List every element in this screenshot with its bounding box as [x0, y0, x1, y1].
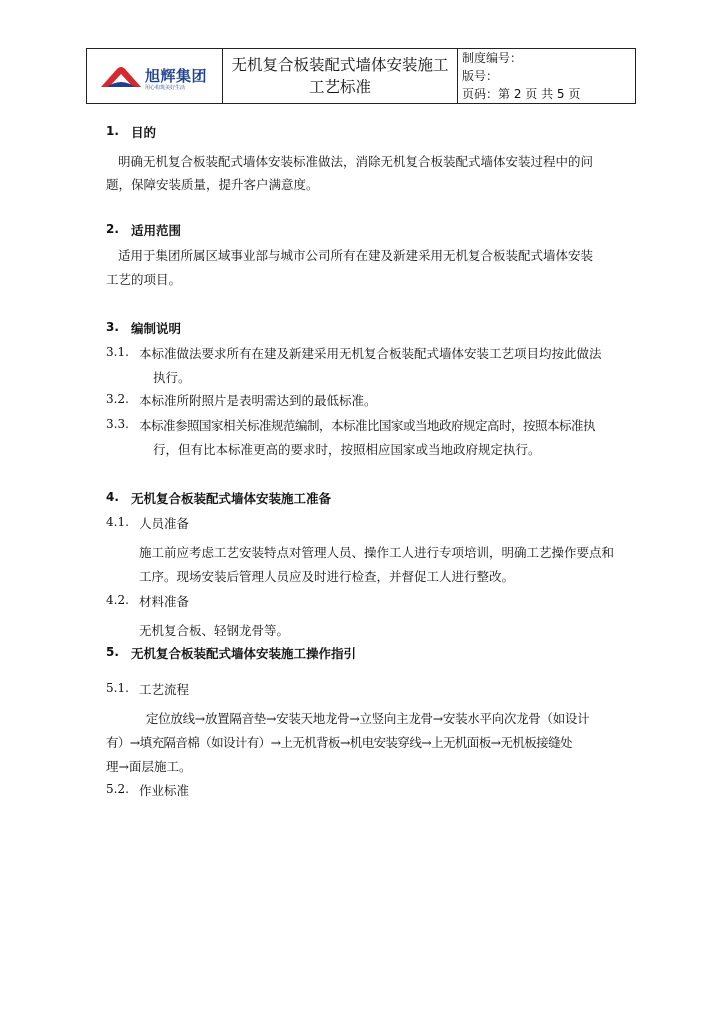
item-number: 3.1.: [106, 345, 129, 359]
document-info: [458, 49, 635, 103]
paragraph-line: 本标准做法要求所有在建及新建采用无机复合板装配式墙体安装工艺项目均按此做法: [139, 346, 602, 361]
section-title: 无机复合板装配式墙体安装施工操作指引: [131, 646, 357, 661]
item-number: 5.1.: [106, 681, 129, 695]
section-title: 适用范围: [131, 223, 182, 238]
paragraph-line: 执行。: [153, 370, 191, 385]
item-number: 4.2.: [106, 593, 129, 607]
item-number: 5.2.: [106, 782, 129, 796]
paragraph-line: 行，但有比本标准更高的要求时，按照相应国家或当地政府规定执行。: [153, 442, 541, 457]
paragraph-line: 本标准所附照片是表明需达到的最低标准。: [139, 393, 377, 408]
item-title: 作业标准: [139, 783, 190, 798]
paragraph-line: 题，保障安装质量，提升客户满意度。: [106, 177, 319, 192]
paragraph-line: 工艺的项目。: [106, 272, 182, 287]
paragraph-line: 施工前应考虑工艺安装特点对管理人员、操作工人进行专项培训，明确工艺操作要点和: [139, 545, 615, 560]
section-number: 3.: [106, 320, 119, 334]
item-title: 工艺流程: [139, 682, 190, 697]
section-number: 4.: [106, 490, 119, 504]
paragraph-line: 理→面层施工。: [106, 759, 192, 774]
item-title: 人员准备: [139, 516, 190, 531]
paragraph-line: 明确无机复合板装配式墙体安装标准做法，消除无机复合板装配式墙体安装过程中的问: [118, 154, 594, 169]
paragraph-line: 适用于集团所属区域事业部与城市公司所有在建及新建采用无机复合板装配式墙体安装: [118, 248, 594, 263]
document-title: [223, 49, 458, 103]
item-number: 3.2.: [106, 392, 129, 406]
section-number: 2.: [106, 222, 119, 236]
version-label: 版号：: [462, 69, 499, 83]
section-number: 1.: [106, 124, 119, 138]
paragraph-line: 定位放线→放置隔音垫→安装天地龙骨→立竖向主龙骨→安装水平向次龙骨（如设计: [146, 711, 590, 726]
paragraph-line: 有）→填充隔音棉（如设计有）→上无机背板→机电安装穿线→上无机面板→无机板接缝处: [106, 735, 572, 750]
title-line-2: 工艺标准: [308, 78, 371, 96]
section-title: 目的: [131, 125, 157, 140]
item-number: 4.1.: [106, 515, 129, 529]
page-number: 页码：第 2 页 共 5 页: [462, 87, 581, 101]
section-title: 编制说明: [131, 321, 182, 336]
document-header: [86, 48, 636, 104]
logo-cell: [87, 49, 223, 103]
company-logo-icon: [99, 63, 143, 89]
logo-text: 旭辉集团: [145, 67, 208, 85]
paragraph-line: 工序。现场安装后管理人员应及时进行检查，并督促工人进行整改。: [139, 569, 515, 584]
paragraph-line: 本标准参照国家相关标准规范编制，本标准比国家或当地政府规定高时，按照本标准执: [139, 418, 596, 433]
doc-number-label: 制度编号：: [462, 51, 523, 65]
item-number: 3.3.: [106, 417, 129, 431]
item-title: 材料准备: [139, 594, 190, 609]
logo-slogan: 用心构筑美好生活: [145, 85, 186, 91]
section-number: 5.: [106, 645, 119, 659]
title-line-1: 无机复合板装配式墙体安装施工: [231, 56, 449, 74]
paragraph-line: 无机复合板、轻钢龙骨等。: [139, 623, 290, 638]
section-title: 无机复合板装配式墙体安装施工准备: [131, 491, 332, 506]
